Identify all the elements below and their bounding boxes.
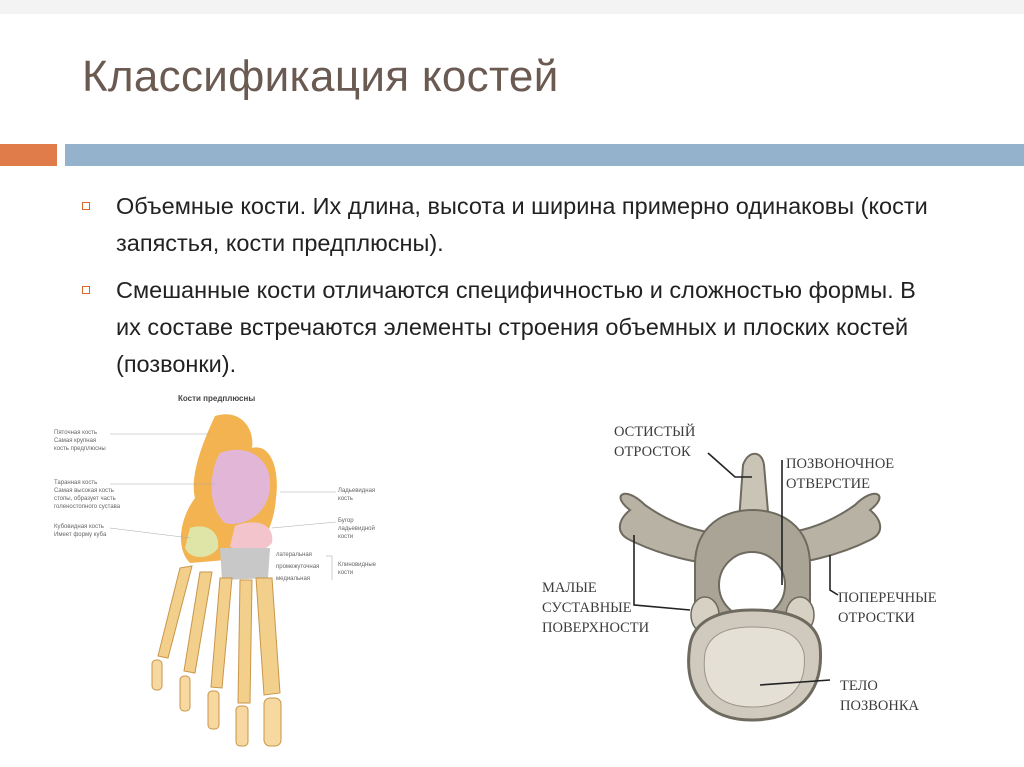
svg-text:промежуточная: промежуточная bbox=[276, 564, 320, 570]
svg-text:стопы, образует часть: стопы, образует часть bbox=[54, 496, 116, 502]
svg-text:латеральная: латеральная bbox=[276, 552, 312, 558]
metatarsals bbox=[158, 566, 280, 703]
vertebra-illustration bbox=[530, 415, 970, 745]
label-spinous-2: ОТРОСТОК bbox=[614, 444, 691, 460]
svg-text:кости: кости bbox=[338, 570, 354, 576]
label-transverse-2: ОТРОСТКИ bbox=[838, 610, 915, 626]
square-bullet-icon bbox=[82, 202, 90, 210]
top-rule bbox=[0, 0, 1024, 14]
label-transverse-1: ПОПЕРЕЧНЫЕ bbox=[838, 590, 937, 606]
slide-title: Классификация костей bbox=[82, 52, 559, 101]
svg-text:Кубовидная кость: Кубовидная кость bbox=[54, 524, 104, 530]
bullet-text: Объемные кости. Их длина, высота и ширина примерно одинаковы (кости запястья, кости предплюсны). bbox=[116, 193, 928, 256]
bullet-item bbox=[82, 188, 942, 262]
label-facets-2: СУСТАВНЫЕ bbox=[542, 600, 632, 616]
svg-text:кость: кость bbox=[338, 496, 353, 502]
label-body-1: ТЕЛО bbox=[840, 678, 878, 694]
svg-text:Самая высокая кость: Самая высокая кость bbox=[54, 488, 114, 494]
vertebral-foramen bbox=[719, 552, 785, 618]
svg-text:Пяточная кость: Пяточная кость bbox=[54, 430, 98, 436]
square-bullet-icon bbox=[82, 286, 90, 294]
svg-text:ладьевидной: ладьевидной bbox=[338, 526, 375, 532]
label-foramen-1: ПОЗВОНОЧНОЕ bbox=[786, 456, 895, 472]
foot-right-labels bbox=[272, 488, 377, 582]
foot-heading: Кости предплюсны bbox=[178, 394, 256, 403]
cuneiforms-shape bbox=[220, 548, 270, 580]
svg-text:кость предплюсны: кость предплюсны bbox=[54, 446, 106, 452]
bullet-list bbox=[82, 188, 942, 393]
svg-text:Самая крупная: Самая крупная bbox=[54, 438, 97, 444]
bullet-text: Смешанные кости отличаются специфичностью и сложностью формы. В их составе встречаются элементы строения объемных и плоских костей (позвонки). bbox=[116, 277, 916, 377]
label-facets-1: МАЛЫЕ bbox=[542, 580, 597, 596]
label-body-2: ПОЗВОНКА bbox=[840, 698, 919, 714]
title-underline-bar bbox=[65, 144, 1024, 166]
label-foramen-2: ОТВЕРСТИЕ bbox=[786, 476, 870, 492]
svg-text:Клиновидные: Клиновидные bbox=[338, 562, 377, 568]
label-facets-3: ПОВЕРХНОСТИ bbox=[542, 620, 650, 636]
accent-bar bbox=[0, 144, 57, 166]
svg-text:Ладьевидная: Ладьевидная bbox=[338, 488, 376, 494]
bullet-item bbox=[82, 272, 942, 383]
foot-bones-illustration bbox=[40, 388, 400, 758]
svg-text:голеностопного сустава: голеностопного сустава bbox=[54, 504, 121, 510]
label-spinous-1: ОСТИСТЫЙ bbox=[614, 424, 696, 440]
svg-text:Таранная кость: Таранная кость bbox=[54, 480, 98, 486]
svg-text:медиальная: медиальная bbox=[276, 576, 311, 582]
svg-text:Имеет форму кубa: Имеет форму кубa bbox=[54, 532, 107, 538]
svg-text:кости: кости bbox=[338, 534, 354, 540]
svg-text:Бугор: Бугор bbox=[338, 518, 354, 524]
